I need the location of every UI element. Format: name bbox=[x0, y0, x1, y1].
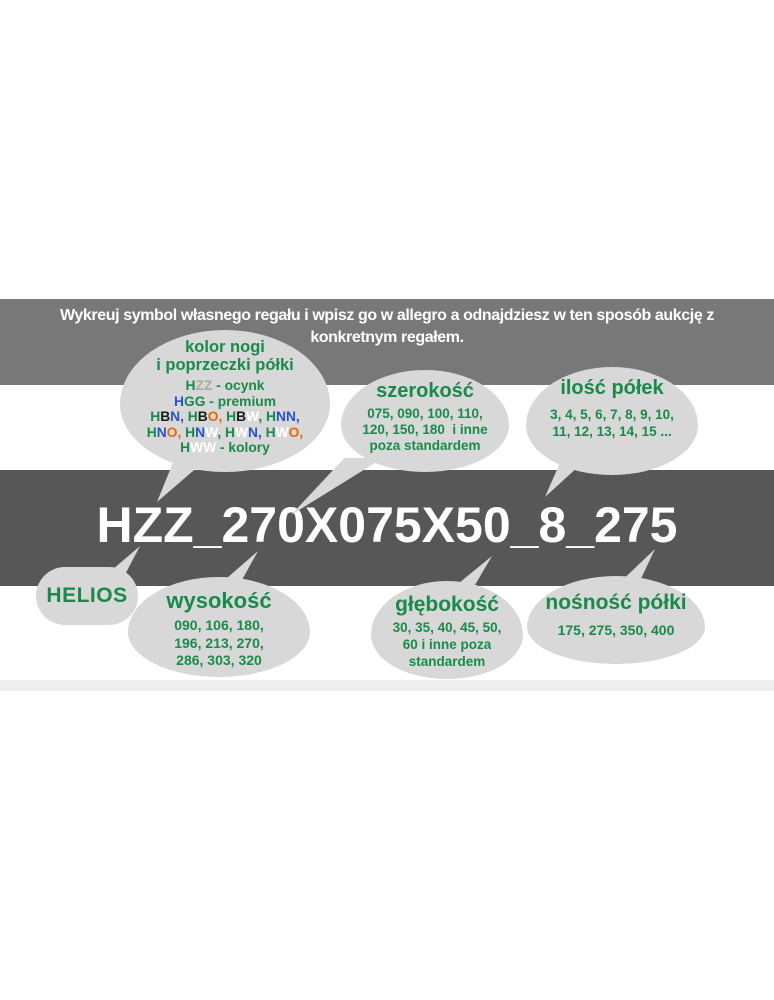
bottom-strip bbox=[0, 680, 774, 691]
bubble-wysokosc-value-line: 196, 213, 270, bbox=[174, 634, 264, 651]
color-code-line bbox=[120, 409, 330, 425]
color-code-token: H bbox=[180, 440, 191, 456]
bubble-ilosc-value-line: 3, 4, 5, 6, 7, 8, 9, 10, bbox=[550, 407, 674, 422]
color-code-token: W bbox=[234, 424, 248, 440]
color-code-token: H bbox=[146, 424, 157, 440]
bubble-glebokosc-title: głębokość bbox=[395, 593, 499, 616]
color-code-token: N bbox=[170, 409, 181, 425]
bubble-kolor-nogi bbox=[120, 330, 330, 472]
color-code-token: H bbox=[185, 424, 196, 440]
color-code-token: O bbox=[207, 409, 219, 425]
color-code-token: - kolory bbox=[216, 440, 270, 456]
color-code-token: H bbox=[150, 409, 161, 425]
bubble-glebokosc-value-line: standardem bbox=[408, 654, 486, 669]
color-code-token: ZZ bbox=[195, 378, 213, 393]
color-code-token: WW bbox=[190, 440, 217, 456]
bubble-ilosc-polek bbox=[526, 367, 698, 475]
bubble-szerokosc-title: szerokość bbox=[376, 380, 474, 402]
bubble-wysokosc-value-line: 286, 303, 320 bbox=[176, 652, 262, 668]
color-code-token: , bbox=[177, 424, 186, 440]
color-code-token: B bbox=[236, 409, 247, 425]
color-code-token: W bbox=[205, 424, 218, 440]
color-code-token: B bbox=[197, 409, 208, 425]
bubble-glebokosc-value-line: 30, 35, 40, 45, 50, bbox=[392, 620, 502, 635]
bubble-nosnosc-title: nośność półki bbox=[545, 591, 687, 614]
color-code-line bbox=[120, 425, 330, 441]
color-code-token: GG bbox=[183, 393, 206, 409]
bubble-ilosc-value-line: 11, 12, 13, 14, 15 ... bbox=[552, 424, 672, 439]
color-code-token: H bbox=[185, 378, 196, 393]
color-code-token: O bbox=[288, 424, 300, 440]
bubble-szerokosc-value-line: 075, 090, 100, 110, bbox=[367, 406, 483, 421]
bubble-wysokosc bbox=[128, 577, 310, 677]
bubble-glebokosc-value-line: 60 i inne poza bbox=[402, 637, 492, 652]
bubble-kolor-title bbox=[120, 330, 330, 374]
color-code-token: H bbox=[265, 424, 276, 440]
bubble-nosnosc-values bbox=[527, 622, 705, 639]
bubble-kolor-title-line: i poprzeczki półki bbox=[156, 356, 294, 374]
bubble-wysokosc-value-line: 090, 106, 180, bbox=[174, 617, 264, 633]
banner-text bbox=[0, 299, 774, 349]
color-code-token: - premium bbox=[205, 393, 276, 409]
bubble-glebokosc-values bbox=[371, 619, 523, 670]
bubble-szerokosc-values bbox=[341, 406, 509, 454]
bubble-szerokosc-value-line: 120, 150, 180 i inne bbox=[362, 422, 488, 437]
bubble-szerokosc bbox=[341, 370, 509, 472]
color-code-token: , bbox=[257, 424, 266, 440]
color-code-token: , bbox=[295, 409, 300, 425]
color-code-token: O bbox=[166, 424, 178, 440]
color-code-token: H bbox=[174, 393, 184, 409]
color-code-token: H bbox=[226, 409, 237, 425]
color-code-token: , bbox=[217, 424, 225, 440]
bubble-nosnosc-value-line: 175, 275, 350, 400 bbox=[557, 622, 675, 638]
color-code-list bbox=[120, 378, 330, 456]
bubble-brand bbox=[36, 567, 138, 625]
banner-text-line: Wykreuj symbol własnego regału i wpisz go w allegro a odnajdziesz w ten sposób aukcję z bbox=[60, 307, 714, 324]
color-code-token: N bbox=[195, 424, 206, 440]
product-code: HZZ_270X075X50_8_275 bbox=[96, 497, 678, 553]
color-code-token: H bbox=[266, 409, 276, 425]
color-code-token: B bbox=[160, 409, 171, 425]
bubble-wysokosc-values bbox=[128, 617, 310, 670]
color-code-line bbox=[120, 440, 330, 456]
color-code-token: H bbox=[225, 424, 235, 440]
brand-label: HELIOS bbox=[46, 584, 128, 607]
color-code-line bbox=[120, 394, 330, 410]
bubble-nosnosc-polki bbox=[527, 576, 705, 664]
color-code-token: N bbox=[156, 424, 167, 440]
color-code-line bbox=[120, 378, 330, 394]
bubble-kolor-title-line: kolor nogi bbox=[185, 338, 265, 356]
color-code-token: , bbox=[218, 409, 227, 425]
bubble-ilosc-title: ilość półek bbox=[560, 377, 664, 399]
color-code-token: - ocynk bbox=[212, 378, 265, 393]
color-code-token: H bbox=[187, 409, 198, 425]
bubble-wysokosc-title: wysokość bbox=[166, 588, 272, 613]
color-code-token: , bbox=[180, 409, 188, 425]
bubble-szerokosc-value-line: poza standardem bbox=[369, 438, 481, 453]
color-code-token: W bbox=[275, 424, 289, 440]
color-code-token: , bbox=[299, 424, 304, 440]
color-code-token: N bbox=[248, 424, 258, 440]
color-code-token: NN bbox=[275, 409, 296, 425]
color-code-token: W bbox=[246, 409, 259, 425]
bubble-ilosc-values bbox=[526, 406, 698, 440]
bubble-glebokosc bbox=[371, 581, 523, 679]
banner-text-line: konkretnym regałem. bbox=[310, 329, 464, 346]
color-code-token: , bbox=[258, 409, 267, 425]
